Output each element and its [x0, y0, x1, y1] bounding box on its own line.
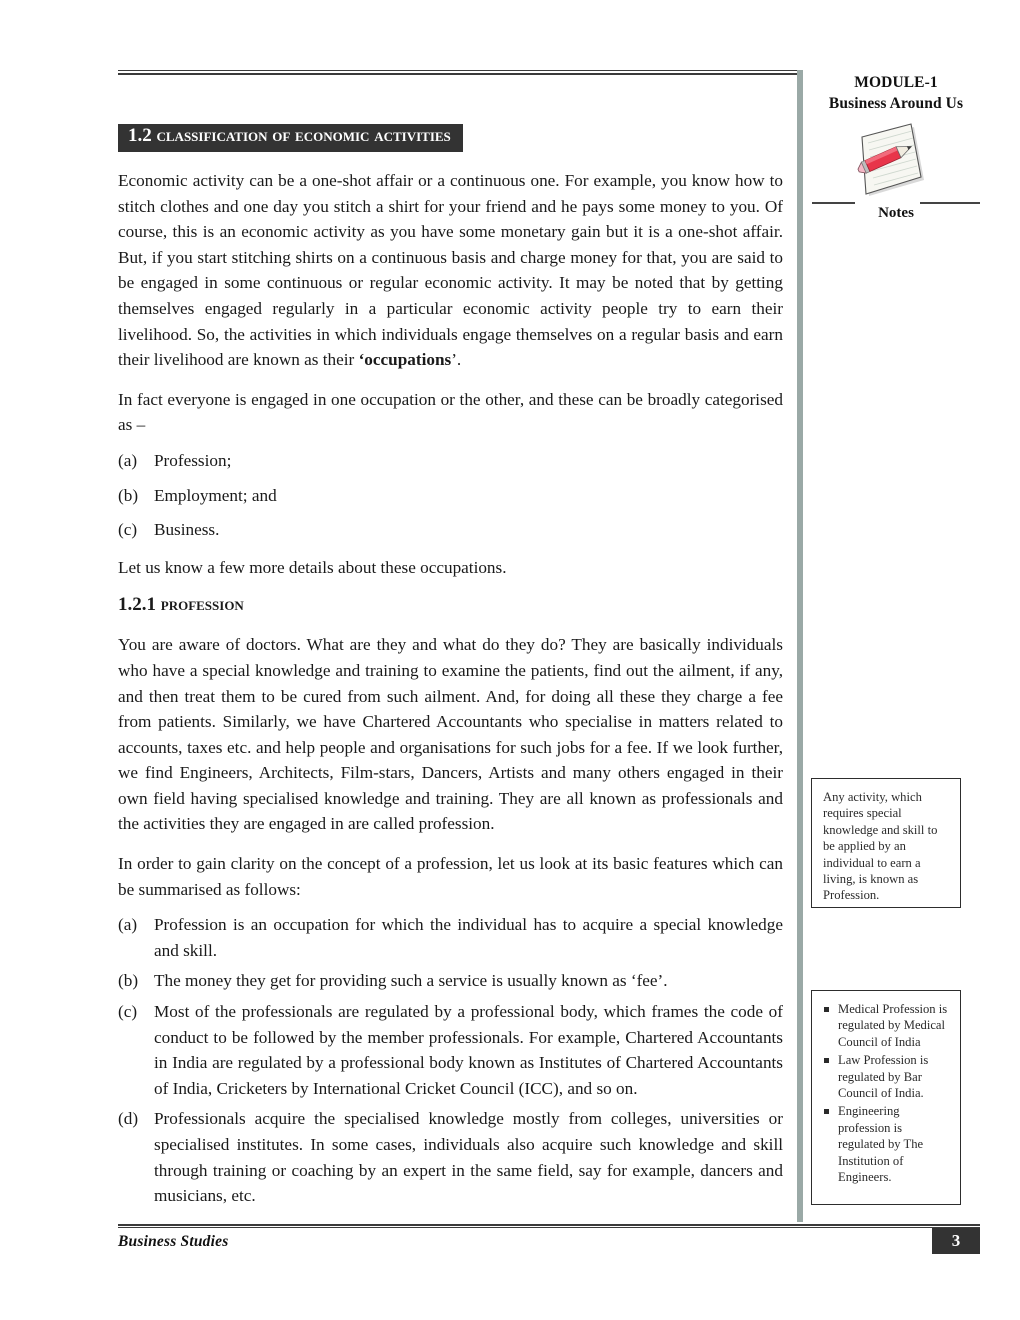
page-number-badge: [932, 1228, 980, 1254]
list-item: [823, 1052, 950, 1101]
paragraph-doctors: You are aware of doctors. What are they and what do they do? They are basically individuals who have a special knowledge and training to examine the patients, find out the ailment, if any, and then treat them to be cured from such ailment. And, for doing all these they charge a fee from patients. Similarly, we have Chartered Accountants who specialise in matters related to accounts, taxes etc. and help people and organisations for such jobs for a fee. If we look further, we find Engineers, Architects, Film-stars, Dancers, Artists and many others engaged in their own field having specialised knowledge and training. They are all known as professionals and the activities they are engaged in are called profession.: [118, 635, 783, 834]
profession-features-list: [118, 912, 783, 1209]
list-item: [823, 1103, 950, 1185]
list-text: Most of the professionals are regulated by a professional body, which frames the code of conduct to be followed by the member professionals. For example, Chartered Accountants in India are regulated by a professional body known as Institutes of Chartered Accountants of India, Cricketers by International Cricket Council (ICC), and so on.: [154, 1002, 783, 1098]
occupations-bold: ‘occupations: [358, 350, 452, 370]
square-bullet-icon: [824, 1007, 829, 1012]
square-bullet-icon: [824, 1109, 829, 1114]
para-1-part-1: Economic activity can be a one-shot affair or a continuous one. For example, you know how to stitch clothes and one day you stitch a shirt for your friend and he pays some money to you. Of course, this is an economic activity as you have some monetary gain but it is a one-shot affair. But, if you start stitching shirts on a continuous basis and charge money for that, you are said to be engaged in some continuous or regular economic activity. It may be noted that by getting themselves engaged regularly in a particular economic activity people try to earn their livelihood. So, the activities in which individuals engage themselves on a regular basis and earn their livelihood are known as their: [118, 171, 783, 370]
subsection-heading: [118, 594, 783, 616]
paragraph-clarity: In order to gain clarity on the concept of a profession, let us look at its basic features which can be summarised as follows:: [118, 854, 783, 899]
header-rule: [118, 70, 800, 75]
regulator-list: [823, 1001, 950, 1185]
notepad-pencil-icon: [838, 118, 942, 204]
list-item: [118, 968, 783, 994]
list-marker: (c): [118, 520, 138, 540]
margin-note-text: Any activity, which requires special knowledge and skill to be applied by an individual to earn a living, is known as Profession.: [823, 790, 938, 903]
square-bullet-icon: [824, 1058, 829, 1063]
list-item: [118, 999, 783, 1101]
list-item: [118, 483, 783, 509]
module-title: Business Around Us: [828, 95, 964, 112]
list-marker: (a): [118, 450, 138, 470]
list-item: [118, 912, 783, 963]
margin-separator-bar: [797, 70, 803, 1222]
footer-rule-thick: [118, 1224, 980, 1226]
list-item: [118, 1106, 783, 1208]
module-label: MODULE-1: [854, 74, 938, 91]
list-marker: (a): [118, 915, 138, 935]
list-marker: (d): [118, 1109, 139, 1129]
notes-rule-right: [920, 202, 980, 204]
notes-label: Notes: [878, 205, 914, 221]
footer-rule: [118, 1224, 980, 1229]
list-marker: (c): [118, 1002, 138, 1022]
list-marker: (b): [118, 971, 139, 991]
module-header: [812, 72, 980, 114]
list-text: Profession is an occupation for which the individual has to acquire a special knowledge and skill.: [154, 915, 783, 960]
subsection-title: profession: [160, 594, 244, 616]
page-number: 3: [951, 1231, 961, 1250]
list-item: [118, 517, 783, 543]
footer-title: Business Studies: [118, 1233, 229, 1250]
margin-note-box-regulators: [811, 990, 961, 1205]
main-text-column: [118, 168, 783, 1221]
notes-rule-left: [812, 202, 855, 204]
list-text: Business.: [154, 520, 220, 540]
header-rule-thin: [118, 70, 800, 71]
section-number: 1.2: [128, 125, 152, 146]
list-item: [823, 1001, 950, 1050]
list-marker: (b): [118, 485, 139, 505]
footer-rule-thin: [118, 1227, 980, 1228]
list-text: Engineering profession is regulated by The Institution of Engineers.: [838, 1104, 924, 1185]
section-title: classification of economic activities: [156, 125, 451, 146]
section-heading-bar: [118, 124, 463, 152]
list-text: Law Profession is regulated by Bar Council of India.: [838, 1053, 929, 1101]
margin-note-box-definition: [811, 778, 961, 908]
paragraph-categorised: In fact everyone is engaged in one occupation or the other, and these can be broadly categorised as –: [118, 389, 783, 435]
paragraph-let-us-know: Let us know a few more details about these occupations.: [118, 557, 507, 577]
header-rule-thick: [118, 73, 800, 75]
list-text: Professionals acquire the specialised knowledge mostly from colleges, universities or specialised institutes. In some cases, individuals also acquire such knowledge and skill through training or coaching by an expert in the same field, say for example, dancers and musicians, etc.: [154, 1109, 783, 1206]
list-text: The money they get for providing such a service is usually known as ‘fee’.: [154, 971, 668, 991]
para-1-part-2: ’.: [451, 350, 462, 370]
paragraph-economic-activity: [118, 168, 783, 373]
list-text: Medical Profession is regulated by Medical Council of India: [838, 1002, 948, 1049]
list-text: Profession;: [154, 450, 232, 470]
occupation-category-list: [118, 448, 783, 543]
subsection-number: 1.2.1: [118, 594, 156, 616]
list-text: Employment; and: [154, 485, 277, 505]
list-item: [118, 448, 783, 474]
